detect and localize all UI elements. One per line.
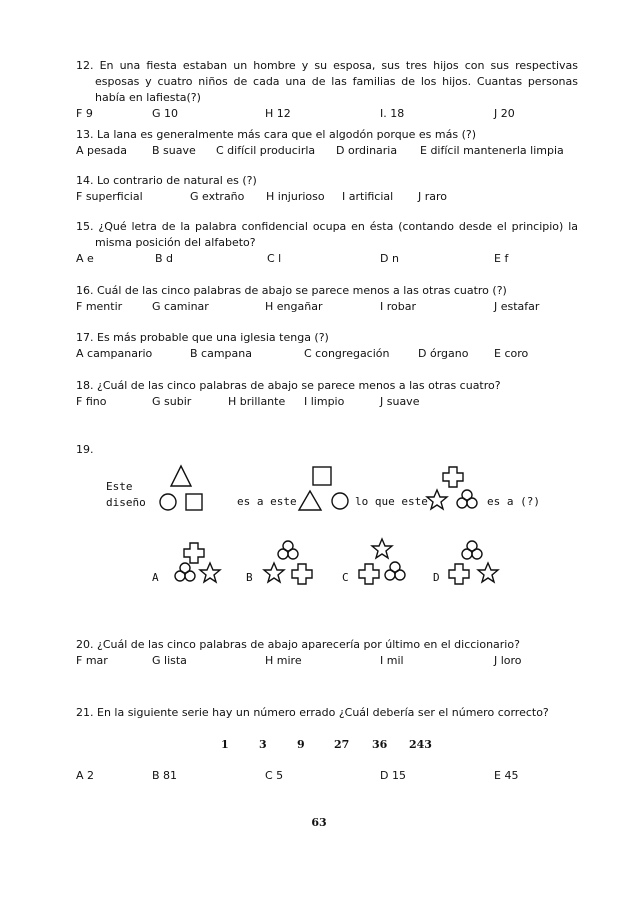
option-h: H 12 [265,107,291,120]
option-j: J loro [494,654,522,667]
clover-icon [457,490,477,508]
option-g: G 10 [152,107,179,120]
option-b: B suave [152,144,196,157]
option-d: D ordinaria [336,144,398,157]
option-c-label: C [342,571,349,584]
option-h: H injurioso [266,190,325,203]
option-i: I. 18 [380,107,405,120]
series-item: 1 [221,738,229,751]
option-g: G subir [152,395,192,408]
option-e: E f [494,252,509,265]
series-item: 3 [259,738,267,751]
circle-icon [160,494,176,510]
option-c: C l [267,252,282,265]
option-h: H mire [265,654,302,667]
star-icon [427,490,447,509]
option-b-label: B [246,571,253,584]
question-16-stem: 16. Cuál de las cinco palabras de abajo se parece menos a las otras cuatro (?) [76,284,507,297]
question-21 [76,705,578,721]
option-g: G lista [152,654,187,667]
series-item: 27 [334,738,350,751]
page-number: 63 [311,816,327,829]
cross-icon [359,564,379,584]
option-i: I limpio [304,395,345,408]
option-i: I mil [380,654,404,667]
question-20-stem: 20. ¿Cuál de las cinco palabras de abajo aparecería por último en el diccionario? [76,638,520,651]
option-i: I robar [380,300,416,313]
option-j: J 20 [494,107,515,120]
option-b: B 81 [152,769,178,782]
es-a-este-label: es a este [237,495,297,508]
question-17-stem: 17. Es más probable que una iglesia tenga (?) [76,331,329,344]
question-13-stem: 13. La lana es generalmente más cara que el algodón porque es más (?) [76,128,477,141]
question-20 [76,637,578,669]
star-icon [200,563,220,582]
cross-icon [443,467,463,487]
option-a-label: A [152,571,159,584]
clover-icon [385,562,405,580]
option-f: F mentir [76,300,123,313]
cross-icon [449,564,469,584]
star-icon [372,539,392,558]
question-18-stem: 18. ¿Cuál de las cinco palabras de abajo se parece menos a las otras cuatro? [76,379,501,392]
option-b: B d [155,252,174,265]
option-j: J suave [380,395,420,408]
option-a: A campanario [76,347,153,360]
option-f: F 9 [76,107,93,120]
option-d: D órgano [418,347,469,360]
option-a: A pesada [76,144,127,157]
clover-icon [278,541,298,559]
diseno-label: diseño [106,496,146,509]
square-icon [313,467,331,485]
option-i: I artificial [342,190,394,203]
option-a: A 2 [76,769,95,782]
option-b: B campana [190,347,252,360]
question-21-options [76,768,578,784]
option-e: E difícil mantenerla limpia [420,144,564,157]
square-icon [186,494,202,510]
option-a: A e [76,252,94,265]
option-h: H engañar [265,300,323,313]
clover-icon [175,563,195,581]
series-item: 36 [372,738,388,751]
question-14-stem: 14. Lo contrario de natural es (?) [76,174,257,187]
option-e: E 45 [494,769,519,782]
option-c: C 5 [265,769,284,782]
option-d-label: D [433,571,440,584]
option-j: J raro [418,190,448,203]
option-d: D 15 [380,769,406,782]
option-h: H brillante [228,395,286,408]
question-20-options [76,653,578,669]
triangle-icon [299,491,321,510]
number-series [0,738,638,754]
lo-que-este-label: lo que este [355,495,428,508]
circle-icon [332,493,348,509]
cross-icon [292,564,312,584]
option-c: C congregación [304,347,390,360]
option-f: F fino [76,395,107,408]
option-j: J estafar [494,300,540,313]
cross-icon [184,543,204,563]
option-g: G extraño [190,190,245,203]
series-item: 243 [409,738,432,751]
star-icon [478,563,498,582]
series-item: 9 [297,738,305,751]
option-f: F mar [76,654,108,667]
option-e: E coro [494,347,529,360]
este-label: Este [106,480,133,493]
star-icon [264,563,284,582]
triangle-icon [171,466,191,486]
option-f: F superficial [76,190,143,203]
clover-icon [462,541,482,559]
question-15-stem: 15. ¿Qué letra de la palabra confidencial ocupa en ésta (contando desde el principio) la misma posición del alfabeto? [76,220,578,249]
question-19-number: 19. [76,443,94,456]
es-a-label: es a (?) [487,495,540,508]
option-d: D n [380,252,399,265]
question-12-stem: 12. En una fiesta estaban un hombre y su esposa, sus tres hijos con sus respectivas esposas y cuatro niños de cada una de las familias de los hijos. Cuantas personas había en lafiesta(?) [76,59,578,104]
option-g: G caminar [152,300,209,313]
option-c: C difícil producirla [216,144,316,157]
question-21-options-block [76,768,578,784]
question-21-stem: 21. En la siguiente serie hay un número errado ¿Cuál debería ser el número correcto? [76,706,549,719]
